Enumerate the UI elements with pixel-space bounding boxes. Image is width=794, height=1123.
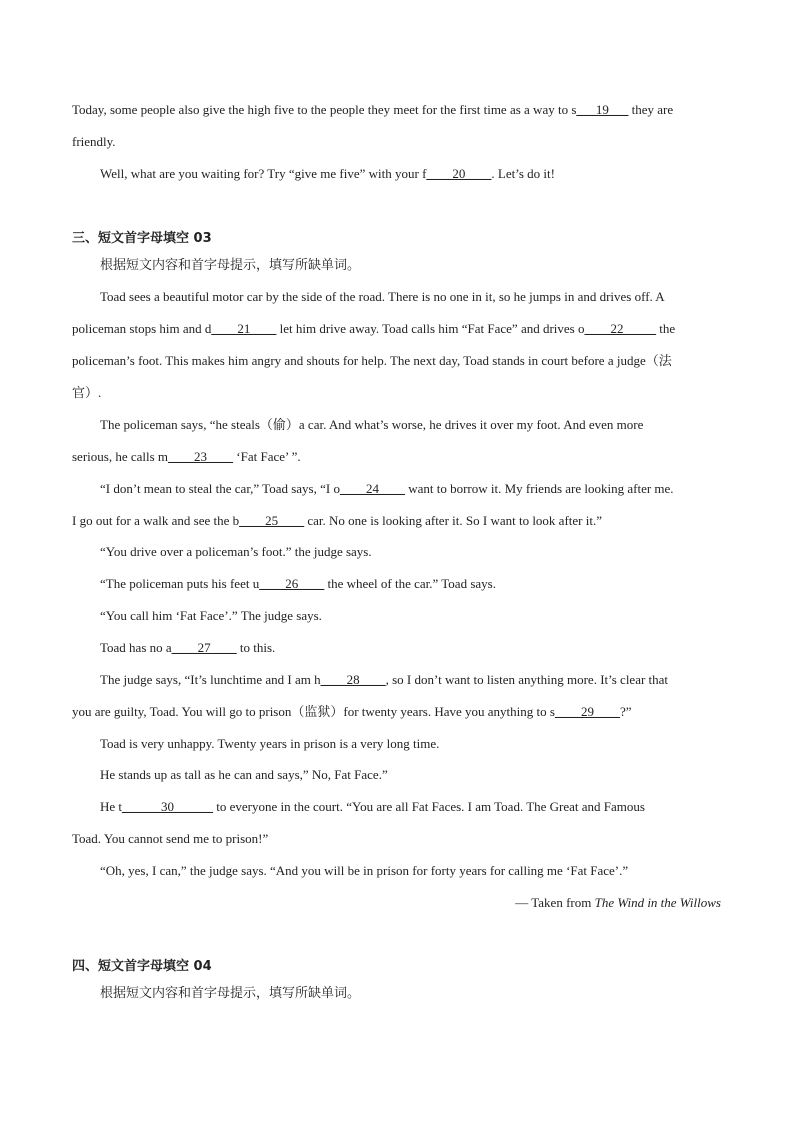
text-run: to this. (236, 640, 276, 655)
text-run: the (655, 321, 676, 336)
text-run: Today, some people also give the high five to the people they meet for the first time as a way to s (72, 102, 577, 117)
paragraph-line (100, 576, 722, 592)
blank-29: ____29____ (554, 704, 620, 719)
text-run: the wheel of the car.” Toad says. (324, 576, 496, 591)
paragraph-line: Toad. You cannot send me to prison!” (72, 831, 269, 846)
paragraph-line (100, 166, 722, 182)
paragraph-line: He stands up as tall as he can and says,” No, Fat Face.” (100, 767, 388, 782)
section-instruction: 根据短文内容和首字母提示，填写所缺单词。 (100, 986, 361, 1001)
text-run: to everyone in the court. “You are all Fat Faces. I am Toad. The Great and Famous (213, 799, 645, 814)
section-heading: 三、短文首字母填空 03 (72, 231, 212, 246)
paragraph-line (72, 513, 722, 529)
blank-22: ____22_____ (584, 321, 656, 336)
blank-28: ____28____ (320, 672, 386, 687)
paragraph-line: “You call him ‘Fat Face’.” The judge says. (100, 608, 322, 623)
paragraph-line: policeman’s foot. This makes him angry and shouts for help. The next day, Toad stands in court before a judge（法 (72, 353, 672, 368)
section-instruction: 根据短文内容和首字母提示，填写所缺单词。 (100, 258, 361, 273)
blank-24: ____24____ (339, 481, 405, 496)
text-run: you are guilty, Toad. You will go to prison（监狱）for twenty years. Have you anything to s (72, 704, 555, 719)
paragraph-line (72, 449, 722, 465)
paragraph-line (100, 481, 722, 497)
paragraph-line (100, 640, 722, 656)
section-heading: 四、短文首字母填空 04 (72, 959, 212, 974)
text-run: ‘Fat Face’ ”. (233, 449, 301, 464)
text-run: , so I don’t want to listen anything more. It’s clear that (385, 672, 669, 687)
paragraph-line (100, 672, 722, 688)
paragraph-line (100, 799, 722, 815)
blank-20: ____20____ (426, 166, 492, 181)
paragraph-line (72, 704, 722, 720)
text-run: car. No one is looking after it. So I want to look after it.” (304, 513, 602, 528)
text-run: . Let’s do it! (491, 166, 555, 181)
paragraph-line: Toad sees a beautiful motor car by the side of the road. There is no one in it, so he jumps in and drives off. A (100, 289, 665, 304)
source-title: The Wind in the Willows (594, 895, 721, 910)
source-attribution (515, 895, 721, 911)
paragraph-line (72, 321, 722, 337)
paragraph-line: “Oh, yes, I can,” the judge says. “And you will be in prison for forty years for calling me ‘Fat Face’.” (100, 863, 629, 878)
text-run: “I don’t mean to steal the car,” Toad says, “I o (100, 481, 340, 496)
text-run: Toad has no a (100, 640, 172, 655)
text-run: they are (628, 102, 674, 117)
text-run: ?” (619, 704, 632, 719)
blank-26: ____26____ (259, 576, 325, 591)
text-run: “The policeman puts his feet u (100, 576, 260, 591)
paragraph-line: Toad is very unhappy. Twenty years in prison is a very long time. (100, 736, 440, 751)
blank-19: ___19___ (576, 102, 629, 117)
blank-27: ____27____ (171, 640, 237, 655)
paragraph-line (72, 102, 722, 118)
blank-23: ____23____ (168, 449, 234, 464)
blank-21: ____21____ (211, 321, 277, 336)
source-prefix: — Taken from (515, 895, 595, 910)
paragraph-line: friendly. (72, 134, 116, 149)
text-run: Well, what are you waiting for? Try “give me five” with your f (100, 166, 427, 181)
text-run: policeman stops him and d (72, 321, 212, 336)
blank-25: ____25____ (239, 513, 305, 528)
text-run: The judge says, “It’s lunchtime and I am h (100, 672, 321, 687)
text-run: serious, he calls m (72, 449, 169, 464)
paragraph-line: 官）. (72, 385, 102, 400)
blank-30: ______30______ (122, 799, 214, 814)
text-run: want to borrow it. My friends are looking after me. (404, 481, 674, 496)
paragraph-line: The policeman says, “he steals（偷）a car. And what’s worse, he drives it over my foot. And even more (100, 417, 644, 432)
text-run: He t (100, 799, 123, 814)
paragraph-line: “You drive over a policeman’s foot.” the judge says. (100, 544, 372, 559)
text-run: let him drive away. Toad calls him “Fat Face” and drives o (276, 321, 585, 336)
text-run: I go out for a walk and see the b (72, 513, 240, 528)
